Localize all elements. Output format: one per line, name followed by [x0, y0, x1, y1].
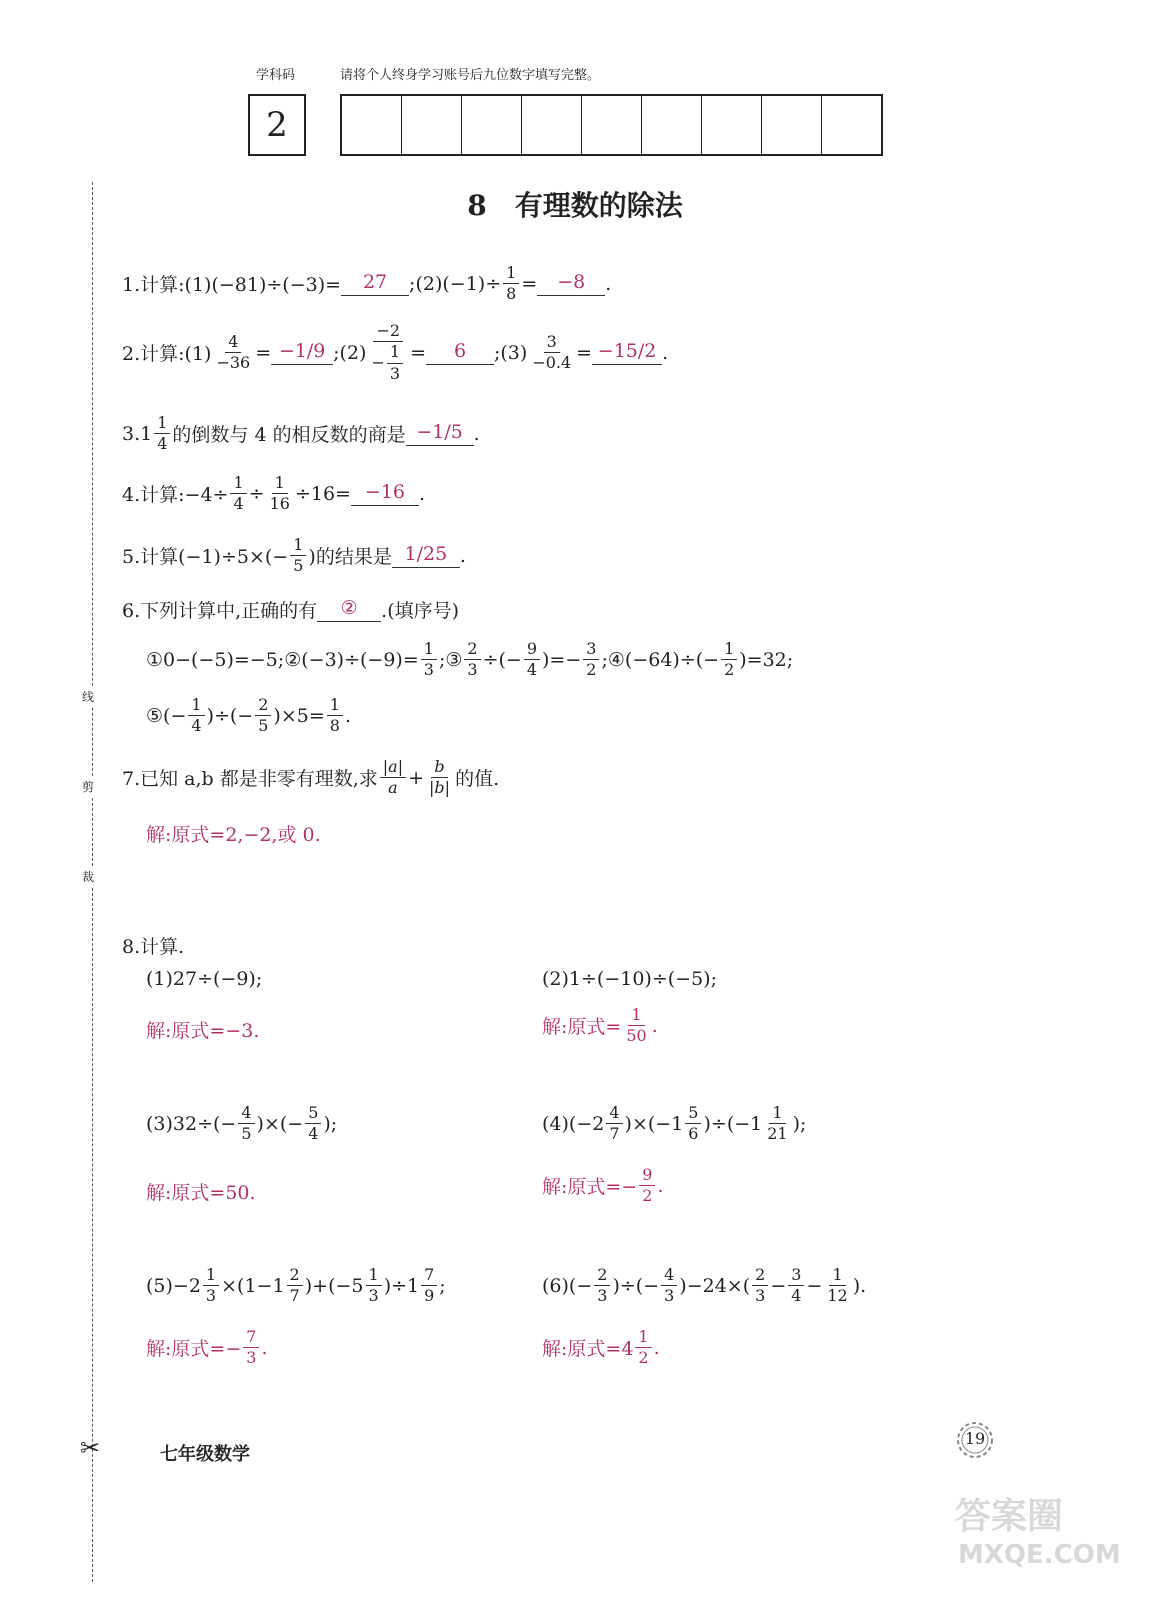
q1-answer-1: 27 [341, 271, 409, 296]
question-1 [122, 264, 611, 304]
fraction: $\frac{b}{|b|}$ [429, 757, 451, 798]
q4-text: 4.计算:−4÷ [122, 484, 229, 507]
q6-answer: ② [317, 597, 381, 622]
watermark-logo: 答案圈 [955, 1496, 1064, 1537]
question-8-title: 8.计算. [122, 936, 185, 958]
fraction: $\frac{3}{-0.4}$ [532, 331, 572, 373]
fraction: $\frac{1}{12}$ [827, 1265, 848, 1306]
fraction: $\frac{1}{3}$ [366, 1266, 382, 1306]
q8-part-2-solution: 解:原式= $\frac{1}{50}$ . [542, 1005, 658, 1046]
question-3 [122, 414, 480, 454]
q6-option: ①0−(−5)=−5;②(−3)÷(−9)= [146, 648, 419, 671]
page-number-badge [955, 1420, 995, 1460]
account-digit-cell[interactable] [822, 96, 882, 154]
q6-option: )×5= [273, 704, 325, 727]
q1-text-b: ;(2)(−1)÷ [409, 272, 502, 295]
fraction: $\frac{3}{4}$ [788, 1266, 804, 1306]
question-6 [122, 596, 459, 623]
q8-part-5-solution: 解:原式=− $\frac{7}{3}$ . [146, 1327, 268, 1368]
account-digit-cell[interactable] [522, 96, 582, 154]
q8-part-6: (6)(− $\frac{2}{3}$ )÷(− $\frac{4}{3}$ )−24×( $\frac{2}{3}$ − $\frac{3}{4}$ − $\frac{1}{12}$ ). [542, 1265, 867, 1306]
fraction: $\frac{1}{4}$ [154, 414, 170, 454]
cut-label-cut: 剪 [82, 776, 94, 797]
q8-part-4: (4)(−2 $\frac{4}{7}$ )×(−1 $\frac{5}{6}$ )÷(−1 $\frac{1}{21}$ ); [542, 1103, 807, 1144]
q8-part-1: (1)27÷(−9); [146, 968, 263, 990]
question-2 [122, 322, 668, 383]
complex-fraction: −2 − $\frac{1}{3}$ [368, 322, 408, 383]
question-4 [122, 474, 425, 514]
fraction: $\frac{9}{2}$ [639, 1166, 655, 1206]
q6-options-line-1 [146, 640, 793, 680]
q6-option: ;③ [438, 648, 463, 671]
page-title: 8 有理数的除法 [467, 189, 683, 222]
fraction: $\frac{1}{4}$ [230, 474, 246, 514]
q6-option: )÷(− [206, 704, 254, 727]
q7-text-b: 的值. [455, 768, 500, 791]
account-digit-cell[interactable] [402, 96, 462, 154]
equals: = [410, 341, 426, 364]
account-number-boxes[interactable] [340, 94, 883, 156]
fraction: $\frac{1}{3}$ [421, 640, 437, 680]
divide: ÷ [248, 482, 265, 505]
q2-answer-2: 6 [426, 340, 494, 365]
period: . [473, 422, 480, 445]
q4-text-b: ÷16= [294, 482, 351, 505]
book-title: 七年级数学 [160, 1444, 250, 1465]
q8-part-4-solution: 解:原式=− $\frac{9}{2}$ . [542, 1165, 664, 1206]
fraction: $\frac{5}{4}$ [305, 1104, 321, 1144]
q8-part-2: (2)1÷(−10)÷(−5); [542, 968, 717, 990]
fraction: $\frac{1}{21}$ [767, 1103, 788, 1144]
cut-label-trim: 裁 [82, 866, 94, 887]
q6-text: 6.下列计算中,正确的有 [122, 600, 318, 622]
q5-text-b: )的结果是 [308, 546, 392, 569]
fraction: $\frac{2}{5}$ [255, 696, 271, 736]
q3-text: 3.1 [122, 422, 153, 445]
fraction: $\frac{1}{50}$ [626, 1005, 647, 1046]
page-number: 19 [964, 1429, 986, 1448]
fraction: $\frac{3}{2}$ [583, 640, 599, 680]
fraction: $\frac{1}{3}$ [203, 1266, 219, 1306]
fraction: $\frac{2}{3}$ [464, 640, 480, 680]
q5-text: 5.计算(−1)÷5×(− [122, 546, 289, 569]
fraction: $\frac{4}{7}$ [606, 1104, 622, 1144]
fraction: $\frac{4}{-36}$ [216, 331, 251, 373]
fraction: $\frac{7}{3}$ [243, 1328, 259, 1368]
q7-solution: 解:原式=2,−2,或 0. [146, 824, 321, 846]
fraction: $\frac{1}{8}$ [503, 264, 519, 304]
account-digit-cell[interactable] [342, 96, 402, 154]
period: . [418, 482, 426, 505]
period: . [662, 341, 669, 364]
period: . [459, 544, 466, 567]
q6-option: )=32; [739, 648, 794, 671]
q6-option: )=− [542, 648, 582, 671]
q1-text: 1.计算:(1)(−81)÷(−3)= [122, 274, 342, 297]
fraction: $\frac{9}{4}$ [524, 640, 540, 680]
account-digit-cell[interactable] [462, 96, 522, 154]
q5-answer: 1/25 [392, 543, 460, 568]
q8-part-5: (5)−2 $\frac{1}{3}$ ×(1−1 $\frac{2}{7}$ )+(−5 $\frac{1}{3}$ )÷1 $\frac{7}{9}$ ; [146, 1265, 446, 1306]
q6-options-line-2 [146, 696, 351, 736]
q8-part-3-solution: 解:原式=50. [146, 1182, 256, 1204]
fraction: $\frac{1}{5}$ [290, 536, 306, 576]
fraction: $\frac{1}{2}$ [635, 1328, 651, 1368]
fraction: $\frac{1}{8}$ [327, 696, 343, 736]
fraction: $\frac{5}{6}$ [685, 1104, 701, 1144]
fraction: $\frac{2}{3}$ [752, 1266, 768, 1306]
subject-code-label: 学科码 [256, 68, 296, 83]
q1-text-c: = [521, 272, 538, 295]
fraction: $\frac{4}{5}$ [238, 1104, 254, 1144]
q2-answer-1: −1/9 [271, 340, 333, 365]
q4-answer: −16 [351, 481, 419, 506]
fraction: $\frac{4}{3}$ [661, 1266, 677, 1306]
q2-answer-3: −15/2 [592, 340, 662, 365]
account-digit-cell[interactable] [642, 96, 702, 154]
q2-text-c: ;(3) [493, 341, 528, 364]
subject-code-box [248, 94, 306, 156]
q8-part-6-solution: 解:原式=4 $\frac{1}{2}$ . [542, 1327, 660, 1368]
scissors-icon: ✂ [80, 1434, 101, 1462]
fraction: $\frac{7}{9}$ [421, 1266, 437, 1306]
fraction: $\frac{1}{2}$ [721, 640, 737, 680]
q6-option: ÷(− [482, 648, 522, 671]
q6-option: ;④(−64)÷(− [601, 648, 720, 671]
account-digit-cell[interactable] [582, 96, 642, 154]
q2-text-b: ;(2) [333, 341, 367, 364]
q1-answer-2: −8 [537, 271, 605, 296]
q8-part-3: (3)32÷(− $\frac{4}{5}$ )×(− $\frac{5}{4}$ ); [146, 1103, 338, 1144]
fraction: $\frac{2}{7}$ [287, 1266, 303, 1306]
account-digit-cell[interactable] [702, 96, 762, 154]
fraction: $\frac{2}{3}$ [594, 1266, 610, 1306]
q8-part-1-solution: 解:原式=−3. [146, 1020, 260, 1042]
plus: + [408, 766, 425, 789]
q3-answer: −1/5 [406, 421, 474, 446]
q3-text-b: 的倒数与 4 的相反数的商是 [172, 424, 406, 447]
q6-option: . [344, 704, 351, 727]
question-7 [122, 758, 499, 798]
fraction: $\frac{1}{16}$ [269, 473, 290, 514]
q7-text: 7.已知 a,b 都是非零有理数,求 [122, 768, 378, 791]
q6-option: ⑤(− [146, 704, 187, 727]
fraction: $\frac{1}{4}$ [188, 696, 204, 736]
account-digit-cell[interactable] [762, 96, 822, 154]
equals: = [255, 341, 272, 364]
equals: = [576, 341, 593, 364]
q6-text-b: .(填序号) [381, 600, 460, 622]
account-instruction: 请将个人终身学习账号后九位数字填写完整。 [340, 68, 601, 83]
q2-text: 2.计算:(1) [122, 343, 212, 366]
period: . [605, 272, 612, 295]
cut-label-line: 线 [82, 686, 94, 707]
watermark-site: MXQE.COM [958, 1540, 1121, 1570]
question-5 [122, 536, 466, 576]
subject-code-value: 2 [266, 105, 288, 145]
fraction: $\frac{|a|}{a}$ [380, 758, 406, 798]
